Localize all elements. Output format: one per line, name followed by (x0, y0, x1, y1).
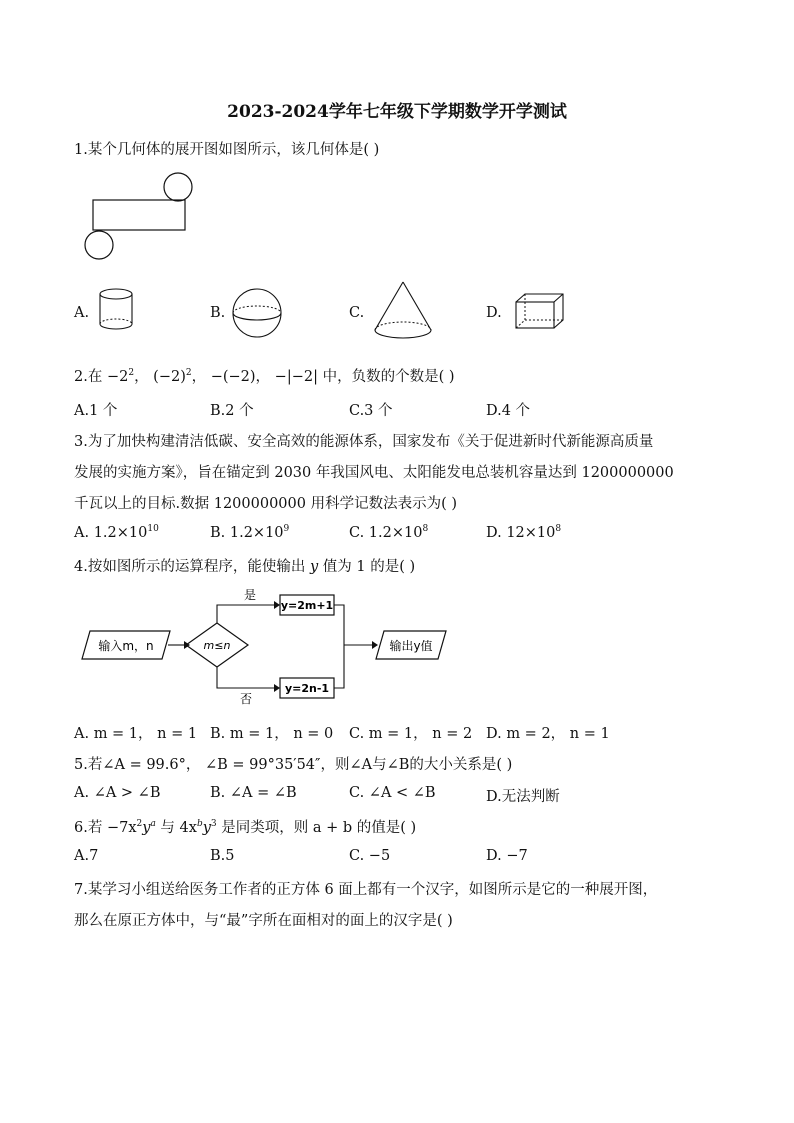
q6-option-b[interactable]: B.5 (210, 848, 235, 864)
q3-option-c[interactable]: C. $1.2\times 10^8$ (349, 524, 429, 541)
q2-option-b[interactable]: B.2 个 (210, 403, 254, 419)
flow-input-label: 输入m，n (98, 639, 154, 653)
flow-condition-label: m≤n (203, 639, 231, 652)
q5-option-d[interactable]: D.无法判断 (486, 789, 560, 805)
net-figure (80, 168, 200, 264)
cylinder-icon (98, 286, 136, 334)
q4-option-b[interactable]: B. m = 1， n = 0 (210, 726, 334, 742)
question-2-stem: 2.在 $-2^2$， $(-2)^2$， −(−2)， −|−2| 中，负数的个数是( ) (74, 368, 455, 385)
flow-output-label: 输出y值 (389, 639, 433, 653)
question-3-line-1: 3.为了加快构建清洁低碳、安全高效的能源体系，国家发布《关于促进新时代新能源高质量 (74, 434, 654, 450)
q2-option-d[interactable]: D.4 个 (486, 403, 531, 419)
q1-option-b[interactable]: B. (210, 305, 226, 321)
q1-option-d[interactable]: D. (486, 305, 502, 321)
flowchart (80, 584, 452, 706)
question-4-stem: 4.按如图所示的运算程序，能使输出 y 值为 1 的是( ) (74, 559, 416, 575)
q5-option-b[interactable]: B. ∠A = ∠B (210, 785, 297, 801)
q6-option-d[interactable]: D. −7 (486, 848, 528, 864)
q2-option-a[interactable]: A.1 个 (74, 403, 118, 419)
q4-option-a[interactable]: A. m = 1， n = 1 (74, 726, 198, 742)
flow-no-formula: y=2n-1 (284, 682, 330, 695)
q6-option-a[interactable]: A.7 (74, 848, 99, 864)
sphere-icon (229, 288, 285, 340)
flow-no-label: 否 (239, 692, 253, 706)
question-7-line-2: 那么在原正方体中，与“最”字所在面相对的面上的汉字是( ) (74, 913, 453, 929)
page-title: 2023-2024学年七年级下学期数学开学测试 (227, 102, 567, 122)
q4-option-c[interactable]: C. m = 1， n = 2 (349, 726, 473, 742)
q6-option-c[interactable]: C. −5 (349, 848, 391, 864)
flow-yes-formula: y=2m+1 (280, 599, 334, 612)
cone-icon (372, 280, 434, 342)
q1-option-c[interactable]: C. (349, 305, 365, 321)
q3-option-a[interactable]: A. $1.2\times 10^{10}$ (74, 524, 159, 541)
question-3-line-3: 千瓦以上的目标.数据 1200000000 用科学记数法表示为( ) (74, 496, 458, 512)
q5-option-a[interactable]: A. ∠A > ∠B (74, 785, 161, 801)
question-3-line-2: 发展的实施方案》，旨在锚定到 2030 年我国风电、太阳能发电总装机容量达到 1200000000 (74, 465, 674, 481)
q3-option-b[interactable]: B. $1.2\times 10^9$ (210, 524, 290, 541)
q4-option-d[interactable]: D. m = 2， n = 1 (486, 726, 610, 742)
question-1-stem: 1.某个几何体的展开图如图所示，该几何体是( ) (74, 142, 380, 158)
q3-option-d[interactable]: D. $12\times 10^8$ (486, 524, 562, 541)
cuboid-icon (513, 292, 565, 332)
q2-option-c[interactable]: C.3 个 (349, 403, 393, 419)
question-6-stem: 6.若 $-7x^2y^a$ 与 $4x^by^3$ 是同类项，则 a + b 的值是( ) (74, 819, 417, 836)
question-7-line-1: 7.某学习小组送给医务工作者的正方体 6 面上都有一个汉字，如图所示是它的一种展开图， (74, 882, 658, 898)
q5-option-c[interactable]: C. ∠A < ∠B (349, 785, 436, 801)
question-5-stem: 5.若∠A = 99.6°， ∠B = 99°35′54″，则∠A与∠B的大小关系是( ) (74, 757, 513, 773)
flow-yes-label: 是 (243, 588, 257, 602)
q1-option-a[interactable]: A. (74, 305, 90, 321)
